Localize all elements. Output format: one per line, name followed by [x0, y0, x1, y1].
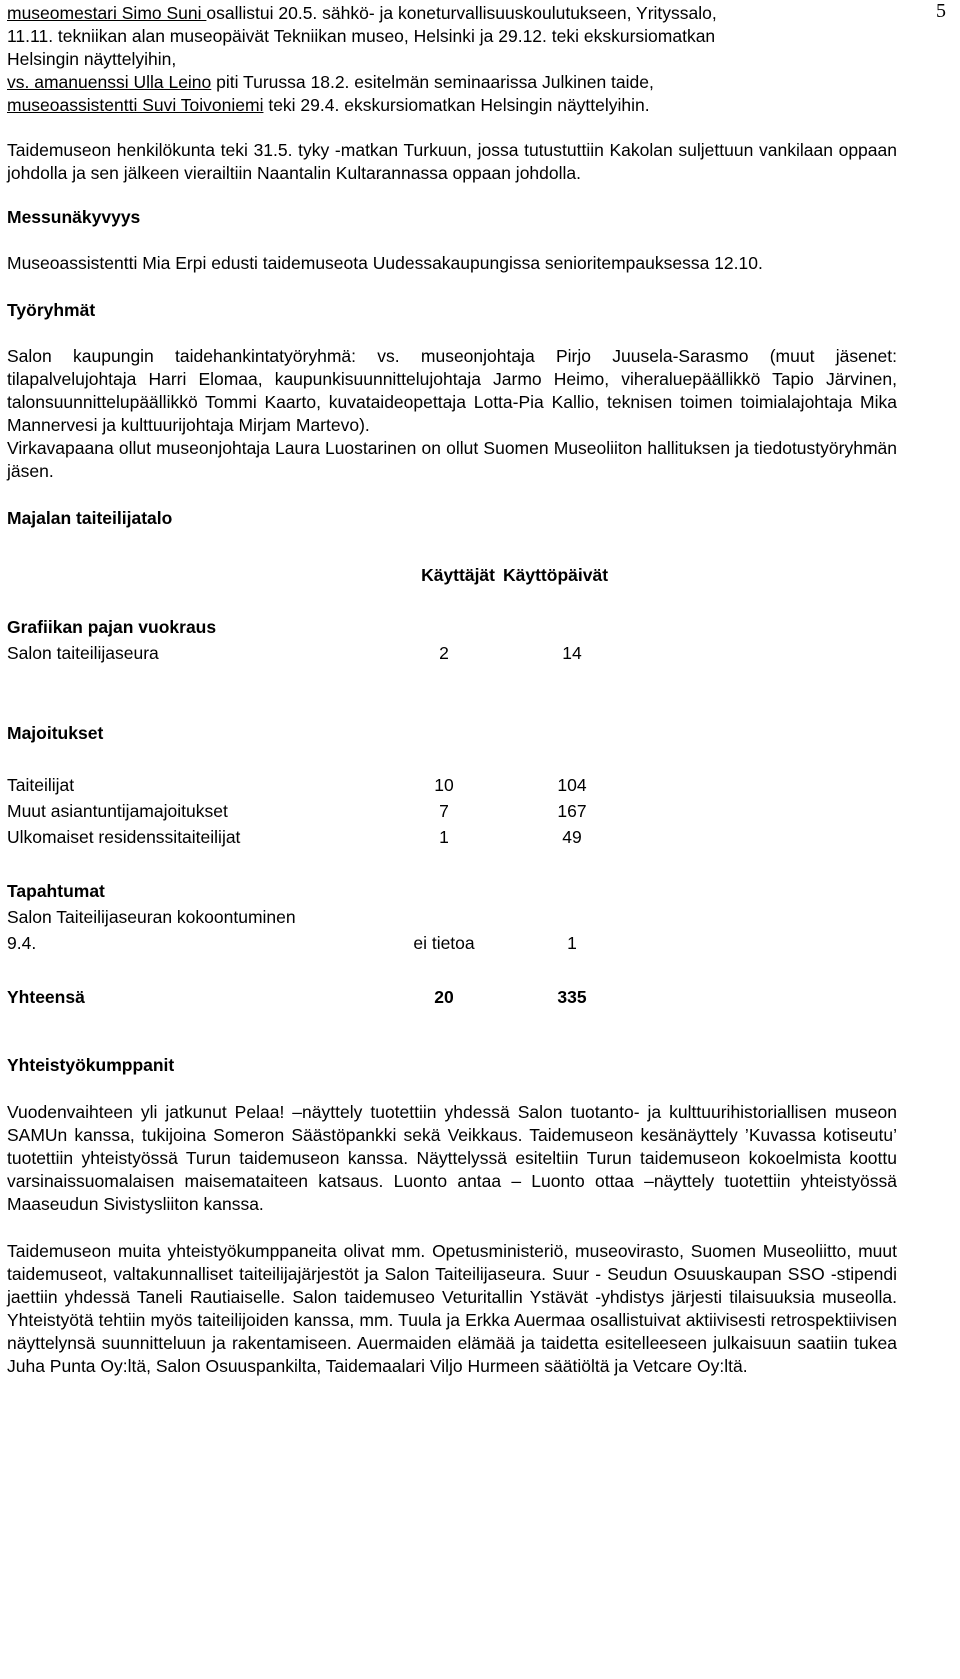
- table-row: [7, 902, 643, 928]
- tyoryhmat-paragraph-2: Virkavapaana ollut museonjohtaja Laura Luostarinen on ollut Suomen Museoliiton hallituksen ja tiedotustyöryhmän jäsen.: [7, 438, 897, 481]
- row-days: 14: [562, 643, 582, 663]
- yhteistyo-paragraph-1: Vuodenvaihteen yli jatkunut Pelaa! –näyttely tuotettiin yhdessä Salon tuotanto- ja kulttuurihistoriallisen museon SAMUn kanssa, tukijoina Someron Säästöpankki sekä Veikkaus. Taidemuseon kesänäyttely ’Kuvassa kotiseutu’ tuotettiin yhteistyössä Turun taidemuseon kanssa. Näyttelyssä esiteltiin Turun taidemuseon kokoelmista koottu varsinaissuomalaisen maisemataiteen katsaus. Luonto antaa – Luonto ottaa –näyttely tuotettiin yhteistyössä Maaseudun Sivistysliiton kanssa.: [7, 1102, 897, 1214]
- total-days: 335: [557, 987, 587, 1007]
- row-days: 104: [557, 775, 587, 795]
- messu-heading: Messunäkyvyys: [7, 207, 141, 227]
- page-number: 5: [936, 0, 946, 22]
- row-name: Salon Taiteilijaseuran kokoontuminen: [7, 907, 296, 927]
- row-name: Salon taiteilijaseura: [7, 643, 159, 663]
- yhteistyo-heading: Yhteistyökumppanit: [7, 1055, 175, 1075]
- table-row: [7, 638, 643, 664]
- intro-line-1: museomestari Simo Suni osallistui 20.5. sähkö- ja koneturvallisuuskoulutukseen, Yrityssalo,: [7, 3, 717, 23]
- messu-paragraph: Museoassistentti Mia Erpi edusti taidemuseota Uudessakaupungissa senioritempauksessa 12.10.: [7, 253, 763, 273]
- row-users: 2: [439, 643, 449, 663]
- row-days: 49: [562, 827, 582, 847]
- col-header-days: Käyttöpäivät: [503, 565, 609, 585]
- tyky-paragraph: Taidemuseon henkilökunta teki 31.5. tyky -matkan Turkuun, jossa tutustuttiin Kakolan suljettuun vankilaan oppaan johdolla ja sen jälkeen vierailtiin Naantalin Kultarannassa oppaan johdolla.: [7, 140, 897, 183]
- intro-line-4: vs. amanuenssi Ulla Leino piti Turussa 18.2. esitelmän seminaarissa Julkinen taide,: [7, 72, 654, 92]
- majala-heading: Majalan taiteilijatalo: [7, 508, 173, 528]
- row-days: 167: [557, 801, 587, 821]
- intro-name-simo: museomestari Simo Suni: [7, 3, 207, 23]
- row-users: ei tietoa: [413, 933, 475, 953]
- tyoryhmat-paragraph-1: Salon kaupungin taidehankintatyöryhmä: vs. museonjohtaja Pirjo Juusela-Sarasmo (muut jäsenet: tilapalvelujohtaja Harri Elomaa, kaupunkisuunnittelujohtaja Jarmo Heimo, viheraluepäällikkö Tapio Järvinen, talonsuunnittelupäällikkö Tommi Kaarto, kuvataideopettaja Lotta-Pia Kallio, teknisen toimen toimialajohtaja Mika Mannervesi ja kulttuurijohtaja Mirjam Martevo).: [7, 346, 897, 435]
- row-users: 7: [439, 801, 449, 821]
- intro-line-5: museoassistentti Suvi Toivoniemi teki 29.4. ekskursiomatkan Helsingin näyttelyihin.: [7, 95, 650, 115]
- total-row: [7, 982, 643, 1008]
- tapahtumat-heading-row: [7, 876, 643, 902]
- majoitukset-heading-row: [7, 718, 643, 744]
- document-page: [7, 2, 897, 1378]
- table-header-row: [7, 560, 643, 586]
- table-row: [7, 770, 643, 796]
- total-label: Yhteensä: [7, 987, 85, 1007]
- yhteistyo-paragraph-2: Taidemuseon muita yhteistyökumppaneita olivat mm. Opetusministeriö, museovirasto, Suomen Museoliitto, muut taidemuseot, valtakunnalliset taiteilijajärjestöt ja Salon Taiteilijaseura. Suur - Seudun Osuuskaupan SSO -stipendi jaettiin yhdessä Taneli Rautiaiselle. Salon taidemuseo Veturitallin Ystävät -yhdistys järjesti tilaisuuksia museolla. Yhteistyötä tehtiin myös taiteilijoiden kanssa, mm. Tuula ja Erkka Auermaa osallistuivat aktiivisesti retrospektiivisen näyttelynsä suunnitteluun ja rakentamiseen. Auermaiden elämää ja taidetta esitelleeseen julkaisuun saatiin tukea Juha Punta Oy:ltä, Salon Osuuspankilta, Taidemaalari Viljo Hurmeen säätiöltä ja Vetcare Oy:ltä.: [7, 1241, 897, 1376]
- intro-name-suvi: museoassistentti Suvi Toivoniemi: [7, 95, 264, 115]
- intro-line-3: Helsingin näyttelyihin,: [7, 49, 177, 69]
- majoitukset-heading: Majoitukset: [7, 723, 104, 743]
- row-name: Taiteilijat: [7, 775, 75, 795]
- row-name: Muut asiantuntijamajoitukset: [7, 801, 228, 821]
- table-row: [7, 822, 643, 848]
- row-name: Ulkomaiset residenssitaiteilijat: [7, 827, 241, 847]
- row-name-date: 9.4.: [7, 933, 37, 953]
- row-days: 1: [567, 933, 577, 953]
- intro-name-ulla: vs. amanuenssi Ulla Leino: [7, 72, 212, 92]
- table-row: [7, 796, 643, 822]
- row-users: 1: [439, 827, 449, 847]
- tyoryhmat-heading: Työryhmät: [7, 300, 96, 320]
- table-row: [7, 928, 643, 954]
- grafiikka-heading-row: [7, 612, 643, 638]
- total-users: 20: [434, 987, 454, 1007]
- col-header-users: Käyttäjät: [421, 565, 495, 585]
- grafiikka-heading: Grafiikan pajan vuokraus: [7, 617, 217, 637]
- majala-table: [7, 560, 643, 1008]
- tapahtumat-heading: Tapahtumat: [7, 881, 105, 901]
- row-users: 10: [434, 775, 454, 795]
- intro-line-2: 11.11. tekniikan alan museopäivät Tekniikan museo, Helsinki ja 29.12. teki ekskursiomatkan: [7, 26, 716, 46]
